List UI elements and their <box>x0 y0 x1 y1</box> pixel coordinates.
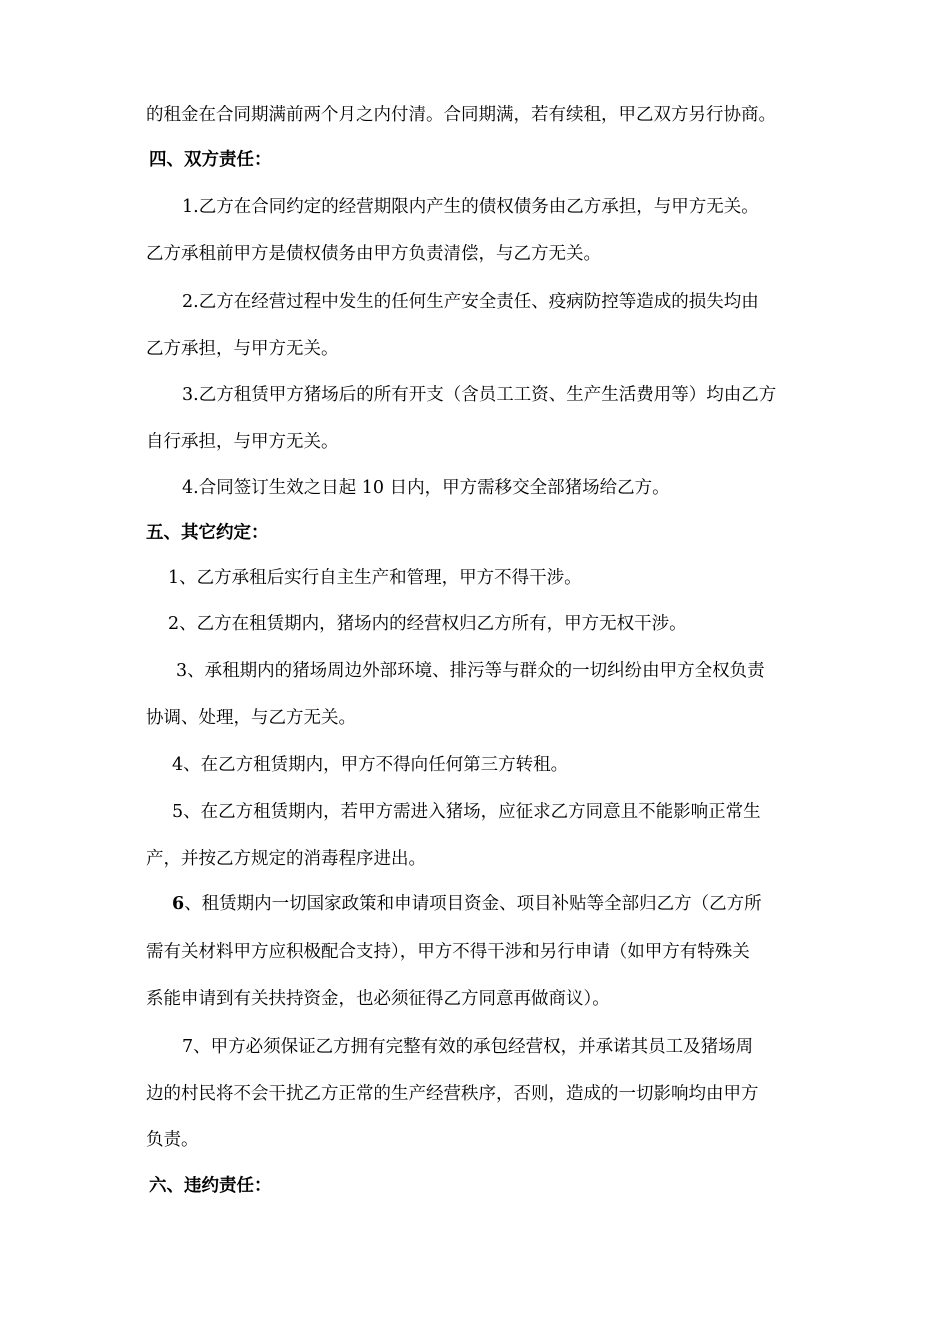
paragraph-line: 乙方承担，与甲方无关。 <box>146 339 339 359</box>
paragraph-line: 的租金在合同期满前两个月之内付清。合同期满，若有续租，甲乙双方另行协商。 <box>146 105 776 125</box>
paragraph-line: 自行承担，与甲方无关。 <box>146 432 339 452</box>
section-heading-4: 四、双方责任： <box>149 150 272 170</box>
paragraph-line: 需有关材料甲方应积极配合支持），甲方不得干涉和另行申请（如甲方有特殊关 <box>146 942 750 962</box>
paragraph-line: 边的村民将不会干扰乙方正常的生产经营秩序，否则，造成的一切影响均由甲方 <box>146 1084 759 1104</box>
paragraph-line: 1.乙方在合同约定的经营期限内产生的债权债务由乙方承担，与甲方无关。 <box>182 197 759 217</box>
paragraph-line: 乙方承租前甲方是债权债务由甲方负责清偿，与乙方无关。 <box>146 244 601 264</box>
paragraph-line <box>172 892 762 916</box>
item-number: 6 <box>172 894 185 914</box>
paragraph-line: 7、甲方必须保证乙方拥有完整有效的承包经营权，并承诺其员工及猪场周 <box>182 1037 754 1057</box>
paragraph-line: 3、承租期内的猪场周边外部环境、排污等与群众的一切纠纷由甲方全权负责 <box>176 661 765 681</box>
paragraph-line: 系能申请到有关扶持资金，也必须征得乙方同意再做商议）。 <box>146 989 610 1009</box>
section-heading-5: 五、其它约定： <box>146 523 269 543</box>
paragraph-line: 产，并按乙方规定的消毒程序进出。 <box>146 849 426 869</box>
section-heading-6: 六、违约责任： <box>149 1176 272 1196</box>
paragraph-line: 负责。 <box>146 1130 199 1150</box>
paragraph-line: 协调、处理，与乙方无关。 <box>146 708 356 728</box>
paragraph-line: 4、在乙方租赁期内，甲方不得向任何第三方转租。 <box>172 755 569 775</box>
paragraph-line: 5、在乙方租赁期内，若甲方需进入猪场，应征求乙方同意且不能影响正常生 <box>172 802 761 822</box>
paragraph-line: 2.乙方在经营过程中发生的任何生产安全责任、疫病防控等造成的损失均由 <box>182 292 759 312</box>
paragraph-line: 1、乙方承租后实行自主生产和管理，甲方不得干涉。 <box>168 568 582 588</box>
paragraph-text: 、租赁期内一切国家政策和申请项目资金、项目补贴等全部归乙方（乙方所 <box>184 894 762 914</box>
paragraph-line: 3.乙方租赁甲方猪场后的所有开支（含员工工资、生产生活费用等）均由乙方 <box>182 385 777 405</box>
paragraph-line: 2、乙方在租赁期内，猪场内的经营权归乙方所有，甲方无权干涉。 <box>168 614 687 634</box>
paragraph-line: 4.合同签订生效之日起 10 日内，甲方需移交全部猪场给乙方。 <box>182 478 670 498</box>
